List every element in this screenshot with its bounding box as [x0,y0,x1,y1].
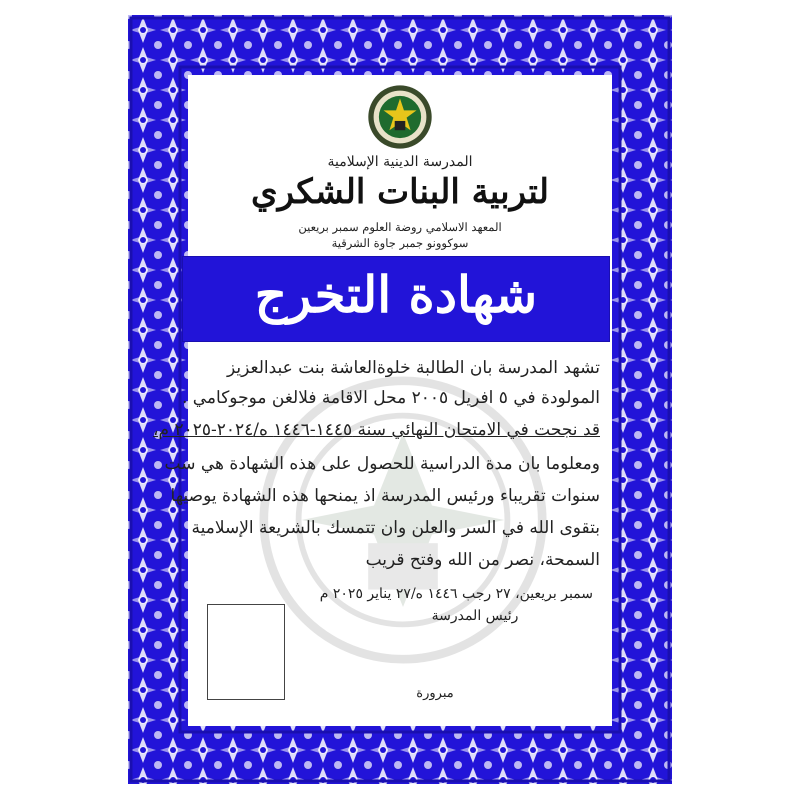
body-line-2: المولودة في ٥ افريل ٢٠٠٥ محل الاقامة فلالغن موجوكامي . [181,388,600,408]
address-line: سوكوونو جمبر جاوة الشرقية [331,236,469,250]
body-line-7: السمحة، نصر من الله وفتح قريب [365,550,600,570]
institute-line: المعهد الاسلامي روضة العلوم سمبر بريعين [298,220,502,234]
date-line: سمبر بريعين، ٢٧ رجب ١٤٤٦ ه/٢٧ يناير ٢٠٢٥ م [319,586,593,602]
body-line-1: تشهد المدرسة بان الطالبة خلوةالعاشة بنت عبدالعزيز [227,358,600,378]
signatory-name: مبرورة [416,686,454,701]
school-name: لتربية البنات الشكري [251,172,549,212]
certificate-title-banner [182,256,610,342]
photo-placeholder [207,604,285,700]
body-line-4: ومعلوما بان مدة الدراسية للحصول على هذه الشهادة هي ست [164,454,600,474]
school-type-line: المدرسة الدينية الإسلامية [327,154,473,170]
body-line-5: سنوات تقريباء ورئيس المدرسة اذ يمنحها هذه الشهادة يوصيها [170,486,600,506]
school-seal-icon [367,84,433,150]
signatory-title: رئيس المدرسة [431,608,519,624]
body-line-3: قد نجحت في الامتحان النهائي سنة ١٤٤٥-١٤٤٦ ه/٢٠٢٤-٢٠٢٥ م، [153,420,600,440]
certificate-title: شهادة التخرج [254,265,538,324]
body-line-6: بتقوى الله في السر والعلن وان تتمسك بالشريعة الإسلامية [191,518,600,538]
